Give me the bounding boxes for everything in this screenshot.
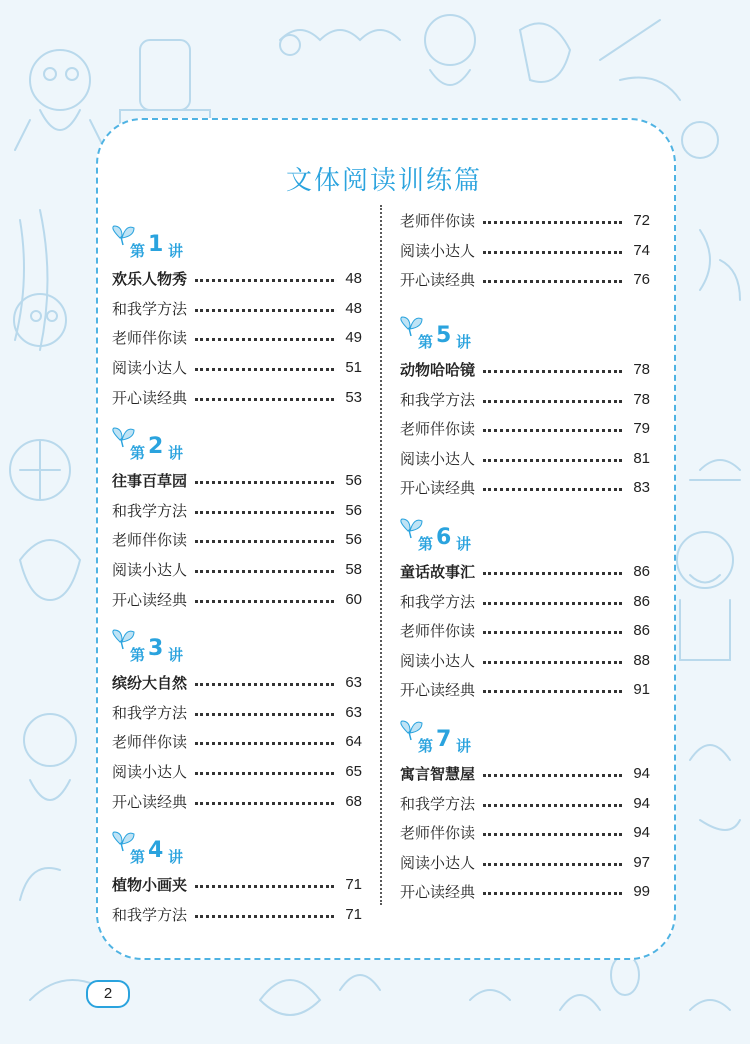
toc-entry-page: 78: [633, 361, 650, 379]
toc-entry-page: 56: [345, 501, 362, 519]
toc-entry[interactable]: [112, 900, 362, 930]
toc-entry[interactable]: [400, 557, 650, 587]
toc-entry-page: 48: [345, 270, 362, 288]
toc-entry-title: 老师伴你读: [400, 212, 476, 231]
dot-leader: [195, 279, 334, 282]
lecture-suffix: 讲: [456, 736, 472, 755]
toc-entry-title: 老师伴你读: [400, 824, 476, 843]
toc-entry[interactable]: [112, 786, 362, 816]
toc-entry[interactable]: [400, 586, 650, 616]
toc-entry-title: 和我学方法: [400, 794, 476, 813]
lecture-prefix: 第: [418, 736, 434, 755]
toc-entry[interactable]: [112, 353, 362, 383]
dot-leader: [195, 540, 334, 543]
dot-leader: [195, 885, 334, 888]
dot-leader: [483, 221, 622, 224]
toc-entry[interactable]: [400, 265, 650, 295]
toc-entry-page: 99: [633, 883, 650, 901]
dot-leader: [483, 459, 622, 462]
lecture-number: 2: [148, 433, 164, 459]
lecture-header: [400, 726, 650, 755]
dot-leader: [483, 488, 622, 491]
dot-leader: [483, 690, 622, 693]
toc-entry[interactable]: [112, 525, 362, 555]
toc-entry-title: 欢乐人物秀: [112, 270, 188, 289]
toc-right-column: [400, 206, 650, 917]
toc-entry-page: 86: [633, 622, 650, 640]
toc-entry-title: 缤纷大自然: [112, 674, 188, 693]
dot-leader: [195, 398, 334, 401]
lecture-header: [400, 322, 650, 351]
dot-leader: [483, 631, 622, 634]
lecture-prefix: 第: [130, 443, 146, 462]
toc-entry-page: 86: [633, 592, 650, 610]
toc-left-column: [112, 220, 362, 939]
toc-entry[interactable]: [112, 555, 362, 585]
toc-entry-title: 阅读小达人: [400, 449, 476, 468]
toc-entry[interactable]: [112, 727, 362, 757]
toc-entry-page: 86: [633, 563, 650, 581]
lecture-prefix: 第: [418, 534, 434, 553]
lecture-prefix: 第: [418, 332, 434, 351]
toc-entry-page: 71: [345, 876, 362, 894]
toc-entry-page: 63: [345, 703, 362, 721]
lecture-suffix: 讲: [168, 847, 184, 866]
toc-entry[interactable]: [400, 759, 650, 789]
toc-entry[interactable]: [112, 496, 362, 526]
dot-leader: [195, 368, 334, 371]
toc-entry-page: 68: [345, 792, 362, 810]
dot-leader: [195, 600, 334, 603]
dot-leader: [483, 892, 622, 895]
dot-leader: [195, 915, 334, 918]
dot-leader: [483, 774, 622, 777]
toc-entry-title: 老师伴你读: [400, 420, 476, 439]
lecture-number: 6: [436, 524, 452, 550]
toc-entry[interactable]: [400, 473, 650, 503]
toc-entry-page: 64: [345, 733, 362, 751]
lecture-header: [400, 524, 650, 553]
dot-leader: [483, 572, 622, 575]
page-title: 文体阅读训练篇: [285, 166, 482, 196]
toc-entry-title: 寓言智慧屋: [400, 765, 476, 784]
toc-entry-title: 动物哈哈镜: [400, 361, 476, 380]
toc-entry-title: 开心读经典: [400, 271, 476, 290]
lecture-prefix: 第: [130, 847, 146, 866]
toc-entry-title: 阅读小达人: [112, 561, 188, 580]
toc-entry[interactable]: [112, 264, 362, 294]
toc-entry[interactable]: [400, 384, 650, 414]
toc-entry[interactable]: [112, 668, 362, 698]
dot-leader: [195, 481, 334, 484]
toc-entry-page: 56: [345, 531, 362, 549]
toc-entry-title: 和我学方法: [400, 390, 476, 409]
toc-entry-title: 开心读经典: [112, 792, 188, 811]
toc-entry-page: 53: [345, 388, 362, 406]
toc-entry-title: 阅读小达人: [400, 651, 476, 670]
toc-entry-page: 83: [633, 479, 650, 497]
dot-leader: [483, 251, 622, 254]
lecture-header: [112, 433, 362, 462]
dot-leader: [195, 713, 334, 716]
toc-entry[interactable]: [400, 788, 650, 818]
lecture-number: 5: [436, 322, 452, 348]
toc-entry-page: 79: [633, 420, 650, 438]
lecture-number: 4: [148, 837, 164, 863]
lecture-header: [112, 635, 362, 664]
toc-entry[interactable]: [400, 206, 650, 236]
toc-entry-page: 63: [345, 674, 362, 692]
toc-entry-page: 94: [633, 794, 650, 812]
toc-entry[interactable]: [400, 414, 650, 444]
toc-entry-title: 童话故事汇: [400, 563, 476, 582]
toc-entry-page: 94: [633, 824, 650, 842]
toc-entry[interactable]: [400, 675, 650, 705]
toc-entry-title: 植物小画夹: [112, 876, 188, 895]
toc-entry-page: 58: [345, 561, 362, 579]
column-divider: [380, 205, 382, 905]
toc-entry-page: 76: [633, 271, 650, 289]
dot-leader: [483, 370, 622, 373]
toc-entry-page: 94: [633, 765, 650, 783]
toc-entry[interactable]: [400, 818, 650, 848]
toc-entry-title: 和我学方法: [112, 501, 188, 520]
toc-entry-page: 88: [633, 651, 650, 669]
toc-entry-title: 老师伴你读: [112, 329, 188, 348]
dot-leader: [483, 429, 622, 432]
lecture-prefix: 第: [130, 242, 146, 260]
toc-entry-title: 老师伴你读: [112, 531, 188, 550]
lecture-suffix: 讲: [168, 242, 184, 260]
toc-entry-page: 56: [345, 472, 362, 490]
lecture-header: [112, 234, 362, 260]
lecture-prefix: 第: [130, 645, 146, 664]
toc-entry-title: 开心读经典: [112, 590, 188, 609]
toc-entry[interactable]: [112, 757, 362, 787]
dot-leader: [195, 570, 334, 573]
dot-leader: [195, 309, 334, 312]
toc-entry[interactable]: [112, 466, 362, 496]
toc-entry-title: 老师伴你读: [112, 733, 188, 752]
toc-entry-page: 60: [345, 590, 362, 608]
toc-entry[interactable]: [400, 355, 650, 385]
toc-entry-page: 65: [345, 763, 362, 781]
toc-entry-title: 开心读经典: [400, 479, 476, 498]
lecture-number: 3: [148, 635, 164, 661]
dot-leader: [483, 833, 622, 836]
dot-leader: [195, 802, 334, 805]
toc-entry-page: 81: [633, 449, 650, 467]
toc-entry[interactable]: [400, 616, 650, 646]
toc-entry-page: 72: [633, 212, 650, 230]
toc-entry[interactable]: [112, 698, 362, 728]
toc-entry[interactable]: [112, 294, 362, 324]
toc-entry-title: 开心读经典: [400, 681, 476, 700]
dot-leader: [195, 511, 334, 514]
lecture-suffix: 讲: [456, 534, 472, 553]
toc-entry[interactable]: [400, 444, 650, 474]
toc-entry-title: 阅读小达人: [112, 359, 188, 378]
toc-entry-page: 78: [633, 390, 650, 408]
toc-entry[interactable]: [400, 236, 650, 266]
toc-entry-page: 74: [633, 241, 650, 259]
lecture-header: [112, 837, 362, 866]
toc-entry-page: 71: [345, 905, 362, 923]
toc-entry-page: 97: [633, 853, 650, 871]
lecture-suffix: 讲: [168, 443, 184, 462]
toc-entry-title: 和我学方法: [112, 299, 188, 318]
toc-entry[interactable]: [400, 848, 650, 878]
toc-entry[interactable]: [112, 323, 362, 353]
lecture-suffix: 讲: [168, 645, 184, 664]
toc-entry[interactable]: [112, 584, 362, 614]
toc-entry-page: 51: [345, 359, 362, 377]
toc-entry-title: 和我学方法: [112, 703, 188, 722]
dot-leader: [195, 772, 334, 775]
dot-leader: [483, 661, 622, 664]
dot-leader: [195, 338, 334, 341]
toc-entry-title: 阅读小达人: [400, 853, 476, 872]
toc-entry-page: 91: [633, 681, 650, 699]
toc-entry-page: 48: [345, 299, 362, 317]
toc-entry-title: 开心读经典: [112, 388, 188, 407]
dot-leader: [195, 742, 334, 745]
toc-entry[interactable]: [400, 646, 650, 676]
dot-leader: [483, 863, 622, 866]
toc-entry[interactable]: [400, 877, 650, 907]
toc-entry-title: 阅读小达人: [400, 241, 476, 260]
toc-entry-title: 和我学方法: [400, 592, 476, 611]
dot-leader: [195, 683, 334, 686]
dot-leader: [483, 602, 622, 605]
toc-entry-title: 和我学方法: [112, 905, 188, 924]
toc-entry-title: 往事百草园: [112, 472, 188, 491]
dot-leader: [483, 280, 622, 283]
toc-entry-title: 老师伴你读: [400, 622, 476, 641]
toc-entry-title: 阅读小达人: [112, 763, 188, 782]
lecture-number: 7: [436, 726, 452, 752]
dot-leader: [483, 804, 622, 807]
toc-entry-title: 开心读经典: [400, 883, 476, 902]
lecture-suffix: 讲: [456, 332, 472, 351]
toc-entry[interactable]: [112, 870, 362, 900]
lecture-number: 1: [148, 232, 164, 257]
page-number: 2: [86, 980, 130, 1008]
dot-leader: [483, 400, 622, 403]
toc-entry[interactable]: [112, 382, 362, 412]
toc-entry-page: 49: [345, 329, 362, 347]
